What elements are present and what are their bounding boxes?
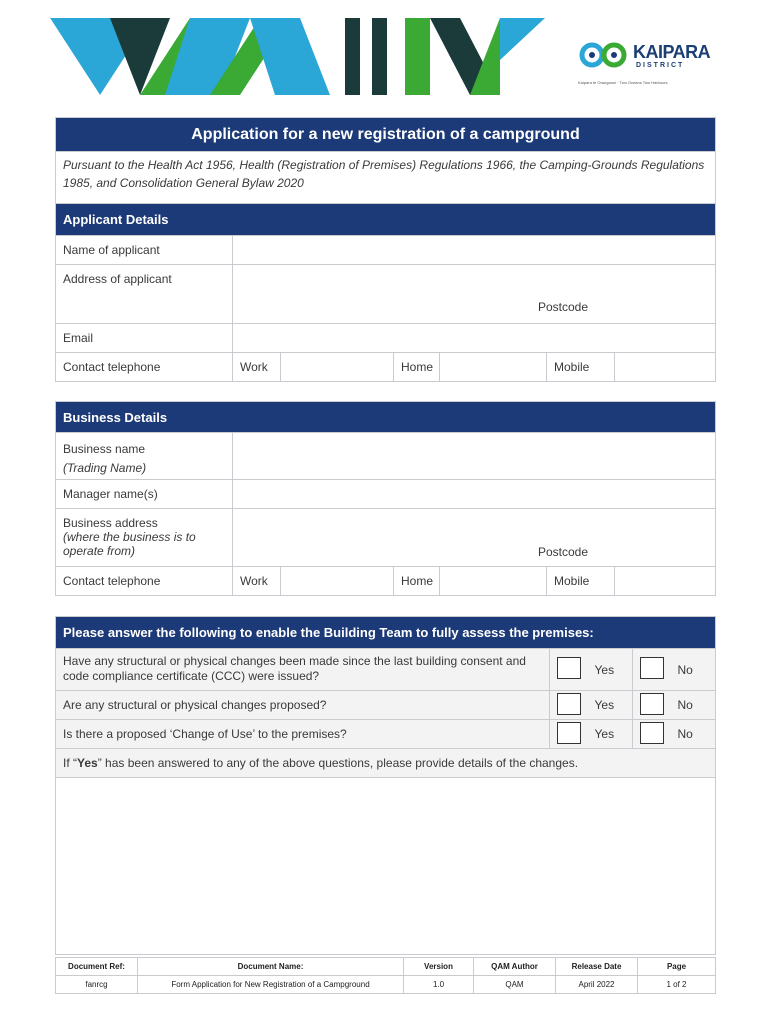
business-name-label: Business name bbox=[63, 442, 146, 456]
footer-version: 1.0 bbox=[404, 976, 474, 994]
applicant-work-field[interactable] bbox=[281, 353, 394, 382]
kaipara-swirl-icon bbox=[578, 40, 630, 70]
business-address-label: Business address bbox=[63, 516, 158, 530]
footer-header-release: Release Date bbox=[556, 958, 638, 976]
form-intro: Pursuant to the Health Act 1956, Health (Registration of Premises) Regulations 1966, the Camping-Grounds Regulations 1985, and Consolidation General Bylaw 2020 bbox=[56, 152, 716, 204]
details-pre: If “ bbox=[63, 756, 77, 770]
details-post: ” has been answered to any of the above questions, please provide details of the changes. bbox=[97, 756, 579, 770]
business-name-field[interactable] bbox=[233, 433, 716, 480]
question-row bbox=[56, 691, 716, 720]
no-label: No bbox=[671, 649, 716, 691]
yes-label: Yes bbox=[588, 649, 633, 691]
business-work-field[interactable] bbox=[281, 567, 394, 596]
question-1-no-checkbox[interactable] bbox=[640, 657, 664, 679]
footer-release-date: April 2022 bbox=[556, 976, 638, 994]
question-3-no-checkbox[interactable] bbox=[640, 722, 664, 744]
form-title: Application for a new registration of a campground bbox=[56, 118, 716, 152]
question-text: Is there a proposed ‘Change of Use’ to the premises? bbox=[56, 720, 550, 749]
applicant-work-label: Work bbox=[233, 353, 281, 382]
logo-tagline: Kaipara te Oranganui · Two Oceans Two Harbours bbox=[578, 80, 668, 85]
yes-label: Yes bbox=[588, 720, 633, 749]
question-text: Are any structural or physical changes proposed? bbox=[56, 691, 550, 720]
change-details-field[interactable] bbox=[56, 778, 716, 955]
question-row bbox=[56, 720, 716, 749]
no-label: No bbox=[671, 691, 716, 720]
trading-name-label: (Trading Name) bbox=[63, 461, 147, 475]
question-row bbox=[56, 649, 716, 691]
question-2-no-checkbox[interactable] bbox=[640, 693, 664, 715]
footer-page: 1 of 2 bbox=[638, 976, 716, 994]
document-footer-table bbox=[55, 957, 716, 994]
business-address-field[interactable] bbox=[233, 509, 716, 567]
footer-header-version: Version bbox=[404, 958, 474, 976]
business-mobile-label: Mobile bbox=[547, 567, 615, 596]
business-heading: Business Details bbox=[56, 402, 716, 433]
question-3-yes-checkbox[interactable] bbox=[557, 722, 581, 744]
logo-name: KAIPARA bbox=[633, 42, 711, 62]
business-details-table bbox=[55, 401, 716, 596]
yes-label: Yes bbox=[588, 691, 633, 720]
question-2-yes-checkbox[interactable] bbox=[557, 693, 581, 715]
applicant-mobile-label: Mobile bbox=[547, 353, 615, 382]
applicant-email-label: Email bbox=[56, 324, 233, 353]
applicant-home-field[interactable] bbox=[440, 353, 547, 382]
footer-doc-name: Form Application for New Registration of a Campground bbox=[138, 976, 404, 994]
logo-subtitle: DISTRICT bbox=[636, 62, 685, 69]
question-1-yes-checkbox[interactable] bbox=[557, 657, 581, 679]
questions-heading: Please answer the following to enable the Building Team to fully assess the premises: bbox=[56, 617, 716, 649]
header-banner-graphic bbox=[0, 0, 560, 98]
details-instruction bbox=[56, 749, 716, 778]
applicant-postcode-label: Postcode bbox=[538, 300, 589, 314]
footer-doc-ref: fanrcg bbox=[56, 976, 138, 994]
applicant-name-label: Name of applicant bbox=[56, 236, 233, 265]
business-postcode-label: Postcode bbox=[538, 545, 589, 559]
business-home-label: Home bbox=[394, 567, 440, 596]
footer-header-name: Document Name: bbox=[138, 958, 404, 976]
kaipara-logo bbox=[578, 40, 711, 90]
applicant-name-field[interactable] bbox=[233, 236, 716, 265]
business-work-label: Work bbox=[233, 567, 281, 596]
applicant-heading: Applicant Details bbox=[56, 204, 716, 236]
applicant-phone-label: Contact telephone bbox=[56, 353, 233, 382]
question-text: Have any structural or physical changes been made since the last building consent and code compliance certificate (CCC) were issued? bbox=[56, 649, 550, 691]
business-address-note: (where the business is to operate from) bbox=[63, 530, 196, 558]
no-label: No bbox=[671, 720, 716, 749]
details-yes-bold: Yes bbox=[77, 756, 98, 770]
business-phone-label: Contact telephone bbox=[56, 567, 233, 596]
manager-name-label: Manager name(s) bbox=[56, 480, 233, 509]
questions-table bbox=[55, 616, 716, 955]
applicant-home-label: Home bbox=[394, 353, 440, 382]
business-home-field[interactable] bbox=[440, 567, 547, 596]
applicant-details-table bbox=[55, 117, 716, 382]
manager-name-field[interactable] bbox=[233, 480, 716, 509]
business-mobile-field[interactable] bbox=[615, 567, 716, 596]
applicant-mobile-field[interactable] bbox=[615, 353, 716, 382]
footer-header-author: QAM Author bbox=[474, 958, 556, 976]
footer-header-ref: Document Ref: bbox=[56, 958, 138, 976]
applicant-address-field[interactable] bbox=[233, 265, 716, 324]
footer-header-page: Page bbox=[638, 958, 716, 976]
footer-author: QAM bbox=[474, 976, 556, 994]
applicant-email-field[interactable] bbox=[233, 324, 716, 353]
applicant-address-label: Address of applicant bbox=[56, 265, 233, 324]
